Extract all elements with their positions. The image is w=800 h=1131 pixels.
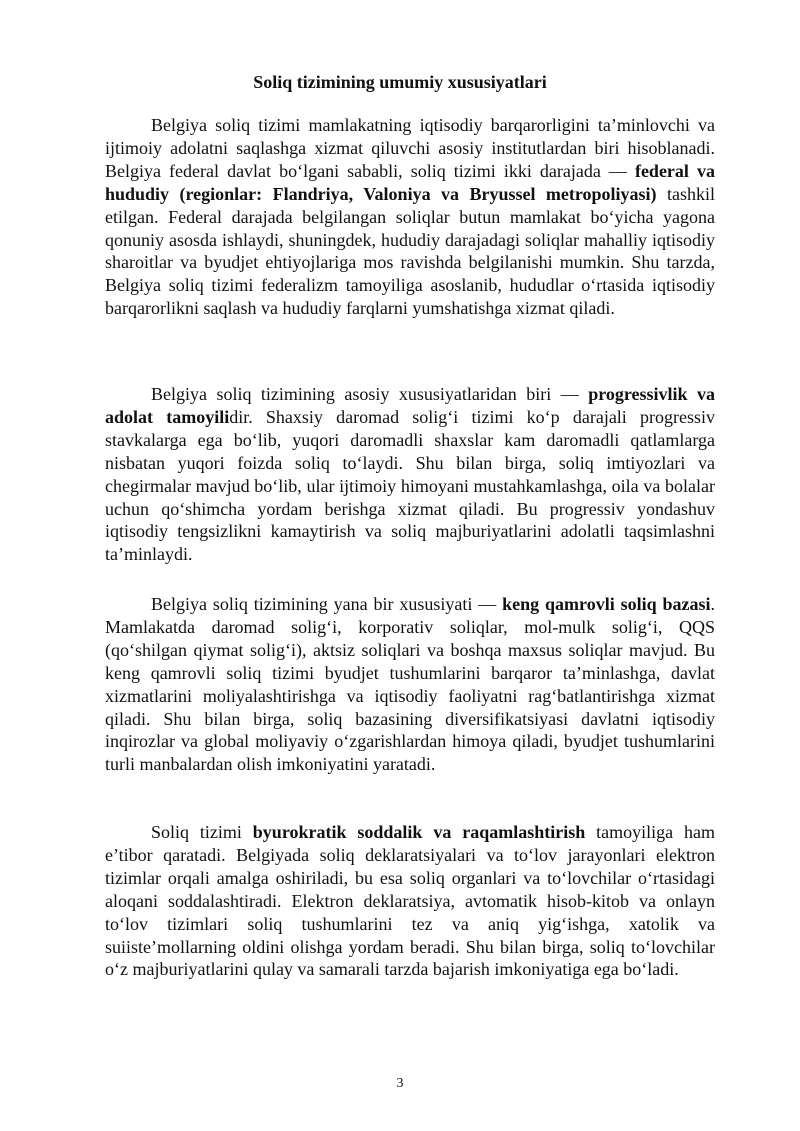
- paragraph-digitalization: [105, 821, 715, 981]
- page-number: 3: [396, 1076, 404, 1091]
- bold-phrase: progressivlik va adolat tamoyili: [105, 384, 715, 427]
- paragraph-text: Belgiya soliq tizimi mamlakatning iqtisodiy barqarorligini ta’minlovchi va ijtimoiy adolatni saqlashga xizmat qiluvchi asosiy institutlardan biri hisoblanadi. Belgiya federal davlat bo‘lgani sababli, soliq tizimi ikki darajada —: [105, 115, 715, 181]
- bold-phrase: keng qamrovli soliq bazasi: [502, 594, 711, 614]
- paragraph-progressivity: [105, 383, 715, 566]
- paragraph-text: Belgiya soliq tizimining yana bir xususiyati —: [151, 594, 503, 614]
- paragraph-tax-base: [105, 593, 715, 776]
- bold-phrase: federal va hududiy (regionlar: Flandriya, Valoniya va Bryussel metropoliyasi): [105, 160, 715, 204]
- paragraph-text: Soliq tizimi: [151, 822, 253, 842]
- paragraph-federal-structure: [105, 114, 715, 320]
- paragraph-text: Belgiya soliq tizimining asosiy xususiyatlaridan biri —: [151, 384, 589, 404]
- paragraph-text: tamoyiliga ham e’tibor qaratadi. Belgiyada soliq deklaratsiyalari va to‘lov jarayonlari elektron tizimlar orqali amalga oshiriladi, bu esa soliq organlari va to‘lovchilar o‘rtasidagi aloqani soddalashtiradi. Elektron deklaratsiya, avtomatik hisob-kitob va onlayn to‘lov tizimlari soliq tushumlarini tez va aniq yig‘ishga, xatolik va suiiste’mollarning oldini olishga yordam beradi. Shu bilan birga, soliq to‘lovchilar o‘z majburiyatlarini qulay va samarali tarzda bajarish imkoniyatiga ega bo‘ladi.: [105, 822, 715, 980]
- bold-phrase: byurokratik soddalik va raqamlashtirish: [252, 822, 586, 842]
- page-title: Soliq tizimining umumiy xususiyatlari: [253, 72, 547, 92]
- paragraph-text: dir. Shaxsiy daromad solig‘i tizimi ko‘p darajali progressiv stavkalarga ega bo‘lib, yuqori daromadli shaxslar kam daromadli qatlamlarga nisbatan yuqori foizda soliq to‘laydi. Shu bilan birga, soliq imtiyozlari va chegirmalar mavjud bo‘lib, ular ijtimoiy himoyani mustahkamlashga, oila va bolalar uchun qo‘shimcha yordam berishga xizmat qiladi. Bu progressiv yondashuv iqtisodiy tengsizlikni kamaytirish va soliq majburiyatlarini adolatli taqsimlashni ta’minlaydi.: [105, 406, 715, 565]
- paragraph-text: tashkil etilgan. Federal darajada belgilangan soliqlar butun mamlakat bo‘yicha yagona qonuniy asosda ishlaydi, shuningdek, hududiy darajadagi soliqlar mahalliy iqtisodiy sharoitlar va byudjet ehtiyojlariga mos ravishda belgilanishi mumkin. Shu tarzda, Belgiya soliq tizimi federalizm tamoyiliga asoslanib, hududlar o‘rtasida iqtisodiy barqarorlikni saqlash va hududiy farqlarni yumshatishga xizmat qiladi.: [105, 183, 716, 319]
- paragraph-text: . Mamlakatda daromad solig‘i, korporativ soliqlar, mol-mulk solig‘i, QQS (qo‘shilgan qiymat solig‘i), aktsiz soliqlari va boshqa maxsus soliqlar mavjud. Bu keng qamrovli soliq tizimi byudjet tushumlarini barqaror ta’minlashga, davlat xizmatlarini moliyalashtirishga va iqtisodiy faoliyatni rag‘batlantirishga xizmat qiladi. Shu bilan birga, soliq bazasining diversifikatsiyasi davlatni iqtisodiy inqirozlar va global moliyaviy o‘zgarishlardan himoya qiladi, byudjet tushumlarini turli manbalardan olish imkoniyatini yaratadi.: [105, 594, 715, 775]
